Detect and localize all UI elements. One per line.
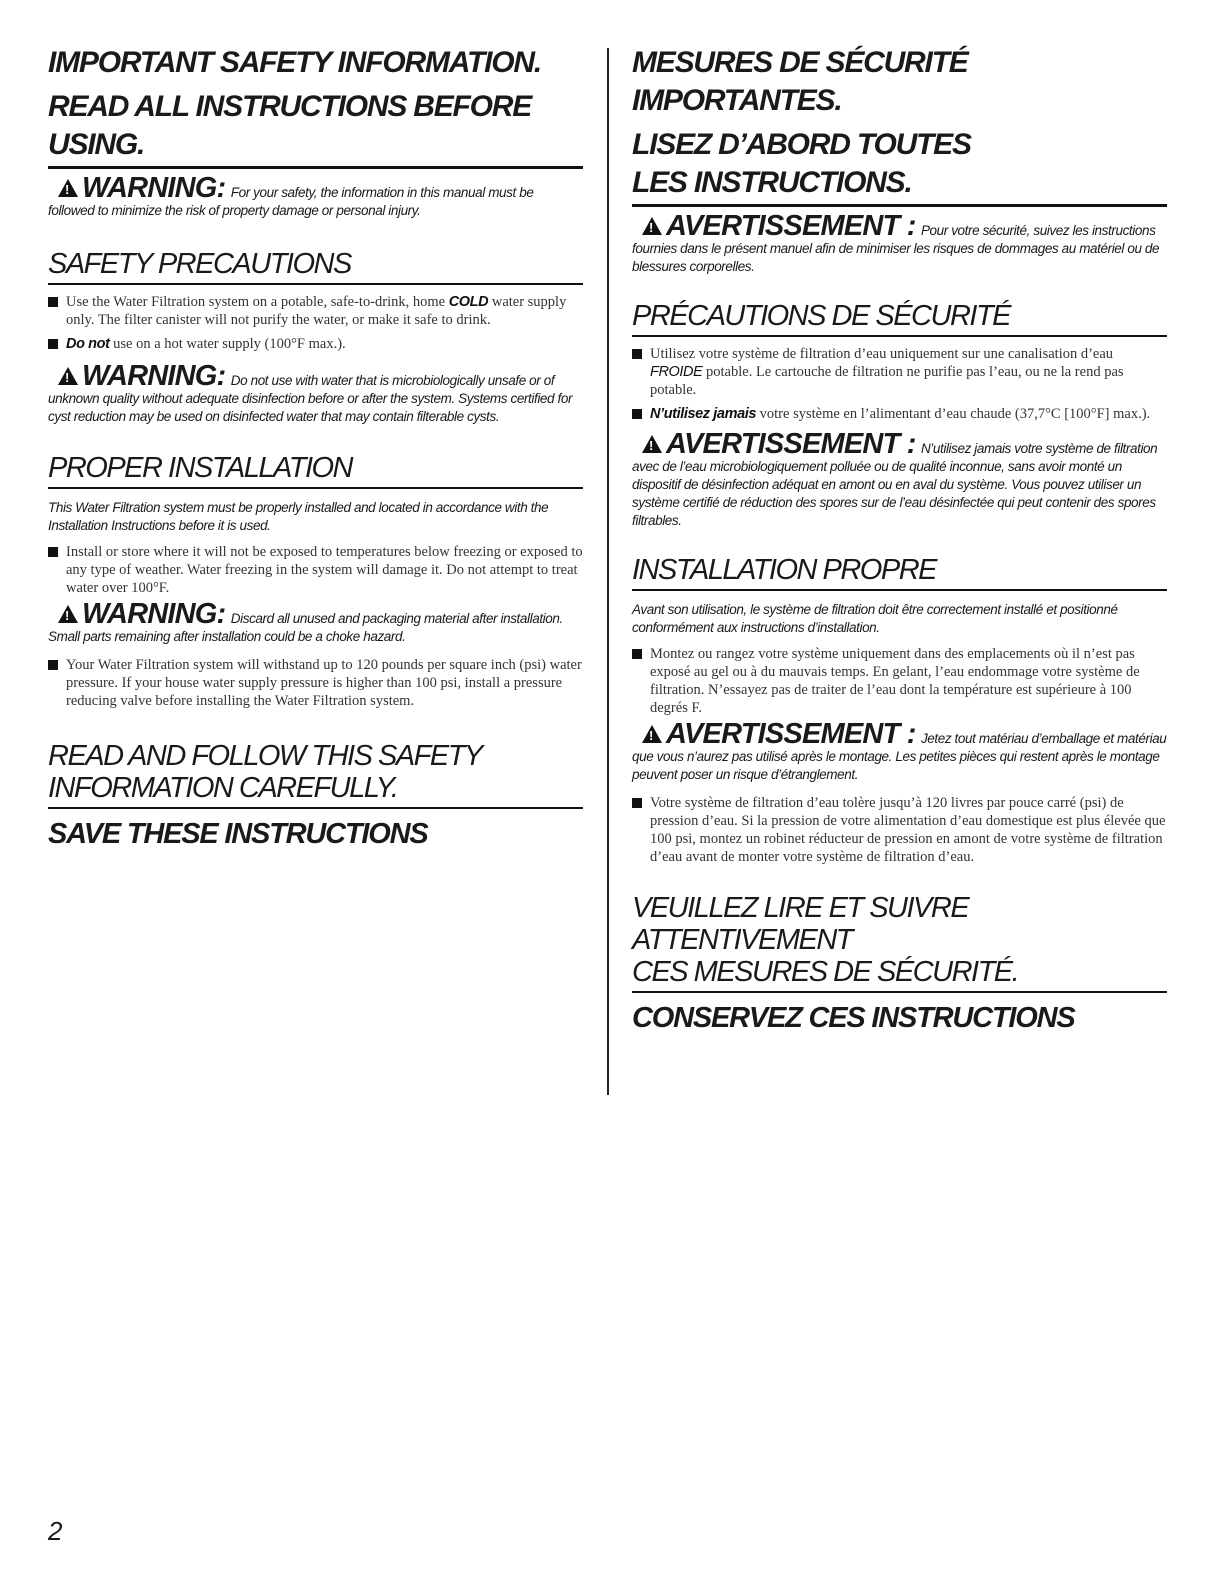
list-item bbox=[48, 335, 583, 353]
heading-text: VEUILLEZ LIRE ET SUIVRE ATTENTIVEMENT bbox=[632, 892, 969, 956]
heading-text: PROPER INSTALLATION bbox=[48, 452, 352, 484]
save-instructions: SAVE THESE INSTRUCTIONS bbox=[48, 818, 428, 850]
item-text: water supply only. The filter canister will not purify the water, or make it safe to drink. bbox=[66, 294, 567, 328]
warning-label: AVERTISSEMENT : bbox=[666, 718, 916, 750]
title-line-1: MESURES DE SÉCURITÉ IMPORTANTES. bbox=[632, 46, 968, 117]
bullet-square-icon bbox=[48, 339, 58, 349]
pressure-list-fr bbox=[632, 794, 1167, 866]
heading-text: PRÉCAUTIONS DE SÉCURITÉ bbox=[632, 300, 1010, 332]
warning-icon bbox=[58, 179, 78, 197]
page-title-fr bbox=[632, 44, 1167, 207]
title-line-1: IMPORTANT SAFETY INFORMATION. bbox=[48, 46, 541, 79]
save-instructions-fr: CONSERVEZ CES INSTRUCTIONS bbox=[632, 1002, 1075, 1034]
installation-list bbox=[48, 543, 583, 597]
warning-text: N’utilisez jamais votre système de filtration avec de l’eau microbiologiquement polluée ou de qualité inconnue, sans avoir monté un dispositif de désinfection adéquat en amont ou en aval du système. Vous pouvez utiliser un système certifié de réduction des spores sur de l’eau désinfectée qui peut contenir des spores filtrables. bbox=[632, 441, 1158, 528]
item-text: Your Water Filtration system will withstand up to 120 pounds per square inch (psi) water pressure. If your house water supply pressure is higher than 100 psi, install a pressure reducing valve before installing the Water Filtration system. bbox=[66, 657, 582, 709]
item-emphasis: COLD bbox=[448, 294, 489, 310]
heading-text: READ AND FOLLOW THIS SAFETY bbox=[48, 740, 482, 772]
list-item bbox=[632, 794, 1167, 866]
warning-text: Jetez tout matériau d’emballage et matériau que vous n’aurez pas utilisé après le montage. Les petites pièces qui restent après le montage peuvent poser un risque d’étranglement. bbox=[632, 731, 1167, 782]
list-item bbox=[48, 656, 583, 710]
section-heading-safety-precautions bbox=[48, 248, 583, 285]
read-follow-heading bbox=[48, 740, 583, 809]
item-text: Montez ou rangez votre système uniquement dans des emplacements où il n’est pas exposé au gel ou à du mauvais temps. En gelant, l’eau endommage votre système de filtration. N’essayez pas de traiter de l’eau dont la température est supérieure à 100 degrés F. bbox=[650, 646, 1140, 716]
bullet-square-icon bbox=[632, 349, 642, 359]
warning-icon bbox=[642, 435, 662, 453]
bullet-square-icon bbox=[632, 798, 642, 808]
warning-icon bbox=[642, 725, 662, 743]
warning-label: WARNING: bbox=[82, 360, 226, 392]
item-text: potable. Le cartouche de filtration ne purifie pas l’eau, ou ne la rend pas potable. bbox=[650, 364, 1124, 398]
warning-text: Do not use with water that is microbiologically unsafe or of unknown quality without adequate disinfection before or after the system. Systems certified for cyst reduction may be used on disinfected water that may contain filterable cysts. bbox=[48, 373, 573, 424]
section-heading-precautions-fr bbox=[632, 300, 1167, 337]
section-heading-installation-fr bbox=[632, 554, 1167, 591]
warning-label: WARNING: bbox=[82, 598, 226, 630]
read-follow-heading-fr bbox=[632, 892, 1167, 993]
safety-precautions-list bbox=[48, 293, 583, 353]
warning-icon bbox=[58, 605, 78, 623]
warning-packaging bbox=[48, 598, 583, 646]
bullet-square-icon bbox=[48, 660, 58, 670]
warning-packaging-fr bbox=[632, 718, 1167, 784]
section-heading-proper-installation bbox=[48, 452, 583, 489]
warning-icon bbox=[642, 217, 662, 235]
warning-label: WARNING: bbox=[82, 172, 226, 204]
list-item bbox=[48, 543, 583, 597]
warning-label: AVERTISSEMENT : bbox=[666, 428, 916, 460]
english-column bbox=[48, 44, 583, 851]
installation-list-fr bbox=[632, 645, 1167, 717]
page-number: 2 bbox=[48, 1516, 63, 1546]
warning-general bbox=[48, 172, 583, 220]
item-text: Utilisez votre système de filtration d’eau uniquement sur une canalisation d’eau bbox=[650, 346, 1114, 362]
bullet-square-icon bbox=[632, 409, 642, 419]
item-emphasis: FROIDE bbox=[650, 364, 703, 380]
pressure-list bbox=[48, 656, 583, 710]
column-divider bbox=[607, 48, 609, 1095]
list-item bbox=[632, 645, 1167, 717]
safety-precautions-list-fr bbox=[632, 345, 1167, 423]
warning-text: For your safety, the information in this manual must be followed to minimize the risk of property damage or personal injury. bbox=[48, 185, 534, 218]
bullet-square-icon bbox=[48, 547, 58, 557]
item-text: Votre système de filtration d’eau tolère jusqu’à 120 livres par pouce carré (psi) de pression d’eau. Si la pression de votre alimentation d’eau domestique est plus élevée que 100 psi, montez un robinet réducteur de pression en amont de votre système de filtration d’eau avant de monter votre système de filtration d’eau. bbox=[650, 795, 1166, 865]
heading-text: CES MESURES DE SÉCURITÉ. bbox=[632, 956, 1019, 988]
french-column bbox=[632, 44, 1167, 1035]
item-emphasis: Do not bbox=[66, 336, 110, 352]
bullet-square-icon bbox=[48, 297, 58, 307]
list-item bbox=[48, 293, 583, 329]
installation-intro-fr: Avant son utilisation, le système de filtration doit être correctement installé et positionné conformément aux instructions d’installation. bbox=[632, 602, 1118, 635]
heading-text: SAFETY PRECAUTIONS bbox=[48, 248, 351, 280]
list-item bbox=[632, 345, 1167, 399]
list-item bbox=[632, 405, 1167, 423]
item-text: votre système en l’alimentant d’eau chaude (37,7°C [100°F] max.). bbox=[756, 406, 1151, 422]
warning-general-fr bbox=[632, 210, 1167, 276]
heading-text: INSTALLATION PROPRE bbox=[632, 554, 936, 586]
warning-icon bbox=[58, 367, 78, 385]
bullet-square-icon bbox=[632, 649, 642, 659]
item-text: use on a hot water supply (100°F max.). bbox=[109, 336, 346, 352]
item-emphasis: N’utilisez jamais bbox=[650, 406, 757, 422]
installation-intro: This Water Filtration system must be properly installed and located in accordance with the Installation Instructions before it is used. bbox=[48, 500, 549, 533]
warning-microbiological-fr bbox=[632, 428, 1167, 530]
warning-label: AVERTISSEMENT : bbox=[666, 210, 916, 242]
item-text: Use the Water Filtration system on a potable, safe-to-drink, home bbox=[66, 294, 449, 310]
page-title bbox=[48, 44, 583, 169]
warning-text: Pour votre sécurité, suivez les instructions fournies dans le présent manuel afin de minimiser les risques de dommages au matériel ou de blessures corporelles. bbox=[632, 223, 1160, 274]
heading-text: INFORMATION CAREFULLY. bbox=[48, 772, 398, 804]
title-line-2: LISEZ D’ABORD TOUTES bbox=[632, 128, 971, 161]
warning-microbiological bbox=[48, 360, 583, 426]
item-text: Install or store where it will not be exposed to temperatures below freezing or exposed to any type of weather. Water freezing in the system will damage it. Do not attempt to treat water over 100°F. bbox=[66, 544, 583, 596]
warning-text: Discard all unused and packaging material after installation. Small parts remaining after installation could be a choke hazard. bbox=[48, 611, 563, 644]
title-line-3: LES INSTRUCTIONS. bbox=[632, 164, 1167, 207]
title-line-2: READ ALL INSTRUCTIONS BEFORE USING. bbox=[48, 88, 583, 169]
